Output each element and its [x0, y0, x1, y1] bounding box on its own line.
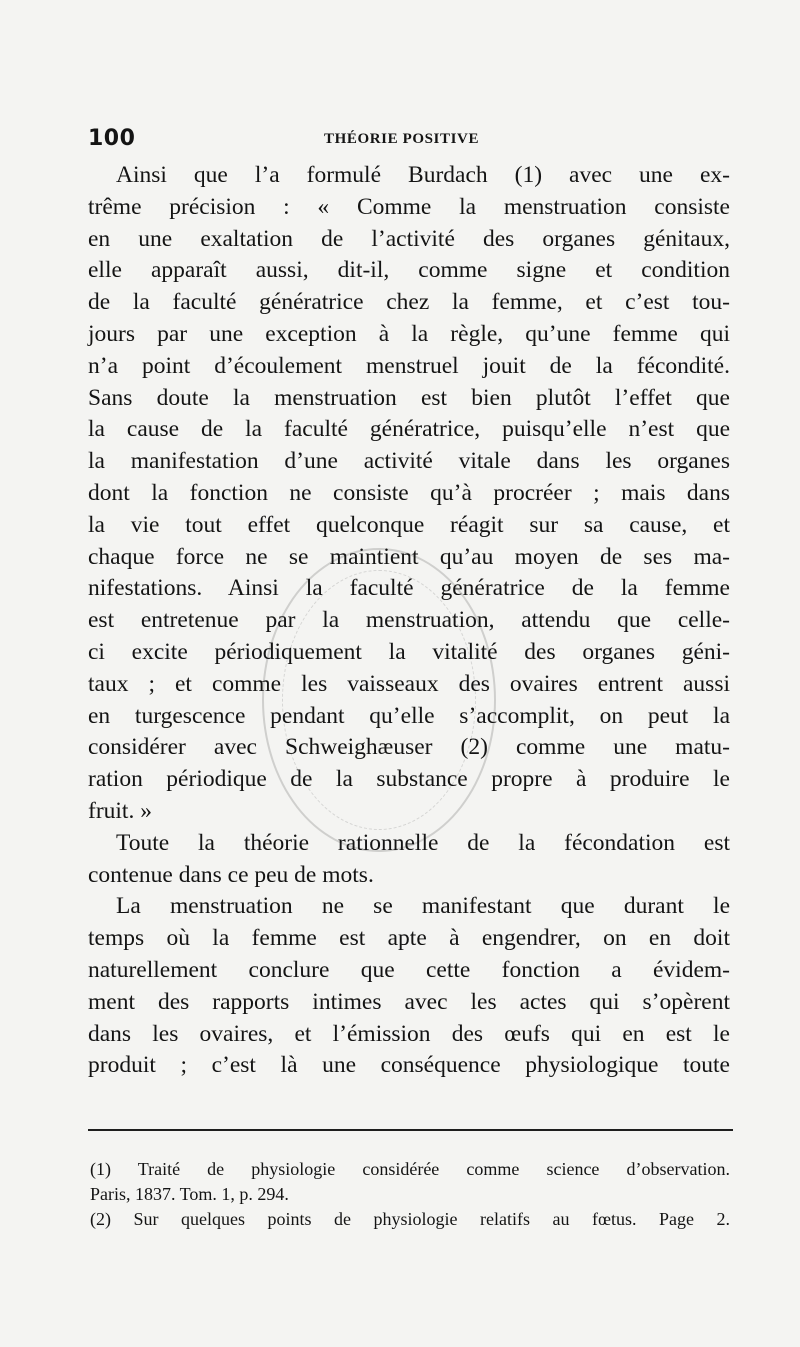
page-header	[88, 126, 728, 156]
body-line: naturellement conclure que cette fonction a évidem-	[88, 956, 730, 983]
body-line: la cause de la faculté génératrice, puisqu’elle n’est que	[88, 416, 730, 443]
body-line: Ainsi que l’a formulé Burdach (1) avec une ex-	[116, 162, 730, 188]
footnote-1: (1) Traité de physiologie considérée comme science d’observation.	[90, 1159, 730, 1179]
body-line: taux ; et comme les vaisseaux des ovaires entrent aussi	[88, 670, 730, 697]
body-line: jours par une exception à la règle, qu’une femme qui	[88, 320, 730, 347]
body-line: dont la fonction ne consiste qu’à procréer ; mais dans	[88, 479, 730, 506]
body-line: dans les ovaires, et l’émission des œufs qui en est le	[88, 1020, 730, 1047]
body-line: la manifestation d’une activité vitale dans les organes	[88, 448, 730, 475]
body-line: en turgescence pendant qu’elle s’accomplit, on peut la	[88, 702, 730, 729]
footnote-1-continued: Paris, 1837. Tom. 1, p. 294.	[90, 1184, 289, 1204]
body-line: trême précision : « Comme la menstruation consiste	[88, 193, 730, 220]
body-text	[88, 160, 730, 1082]
footnote-2: (2) Sur quelques points de physiologie relatifs au fœtus. Page 2.	[90, 1209, 730, 1229]
body-line: ration périodique de la substance propre à produire le	[88, 766, 730, 793]
body-line: elle apparaît aussi, dit-il, comme signe et condition	[88, 257, 730, 284]
body-line: ci excite périodiquement la vitalité des organes géni-	[88, 638, 730, 665]
body-line: la vie tout effet quelconque réagit sur sa cause, et	[88, 511, 730, 538]
body-line: est entretenue par la menstruation, attendu que celle-	[88, 607, 730, 634]
body-line: Toute la théorie rationnelle de la fécondation est	[116, 829, 730, 856]
body-line: ment des rapports intimes avec les actes qui s’opèrent	[88, 988, 730, 1015]
body-line: nifestations. Ainsi la faculté génératrice de la femme	[88, 575, 730, 602]
body-line: de la faculté génératrice chez la femme, et c’est tou-	[88, 289, 730, 316]
footnotes	[90, 1157, 730, 1232]
page-number: 100	[88, 126, 136, 151]
body-line: La menstruation ne se manifestant que durant le	[116, 893, 730, 920]
running-head: THÉORIE POSITIVE	[324, 131, 480, 147]
footnote-separator	[88, 1129, 733, 1131]
body-line: temps où la femme est apte à engendrer, on en doit	[88, 925, 730, 952]
body-line: considérer avec Schweighæuser (2) comme une matu-	[88, 734, 730, 761]
body-line: fruit. »	[88, 797, 152, 824]
body-line: chaque force ne se maintient qu’au moyen de ses ma-	[88, 543, 730, 570]
body-line: Sans doute la menstruation est bien plutôt l’effet que	[88, 384, 730, 411]
body-line: produit ; c’est là une conséquence physiologique toute	[88, 1052, 730, 1079]
body-line: en une exaltation de l’activité des organes génitaux,	[88, 225, 730, 252]
body-line: contenue dans ce peu de mots.	[88, 861, 374, 888]
body-line: n’a point d’écoulement menstruel jouit de la fécondité.	[88, 352, 730, 379]
